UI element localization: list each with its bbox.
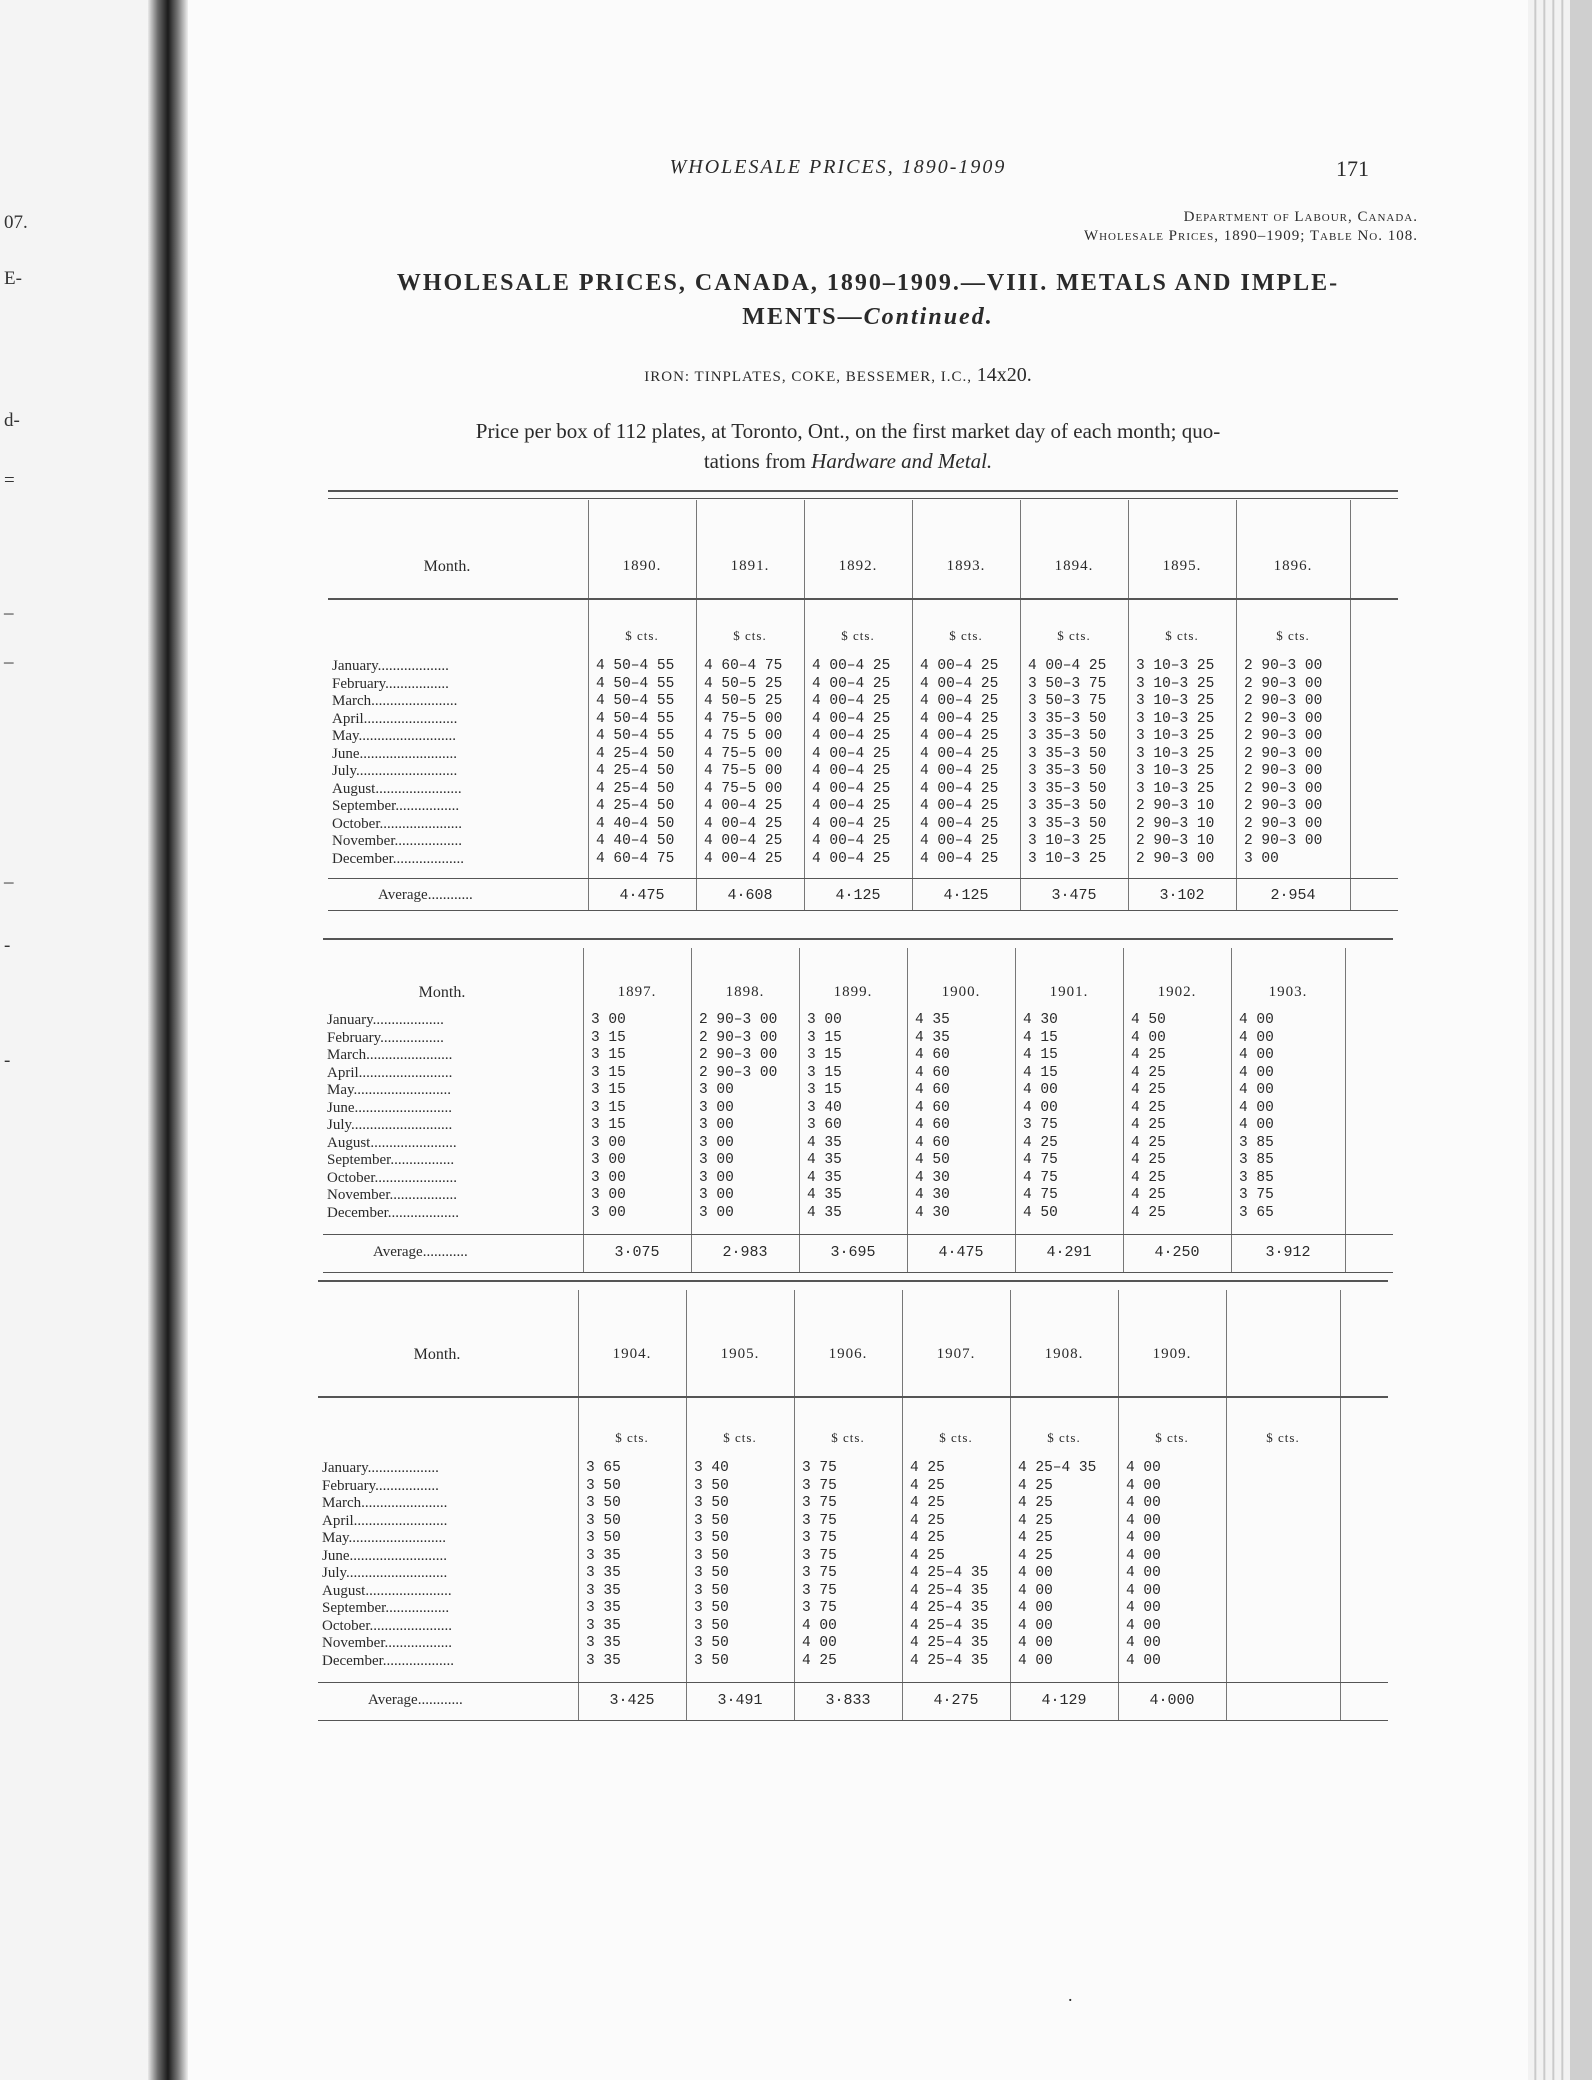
- table-bottom-rule: [323, 1272, 1393, 1273]
- year-header: 1899.: [833, 984, 873, 1000]
- year-header: 1900.: [941, 984, 981, 1000]
- price-column: 3 00 3 15 3 15 3 15 3 15 3 15 3 15 3 00 3 00 3 00 3 00 3 00: [591, 1012, 626, 1221]
- page-title: [318, 266, 1418, 334]
- commodity-subtitle: [188, 364, 1488, 387]
- unit-label: $ cts.: [1155, 1430, 1189, 1445]
- running-head: WHOLESALE PRICES, 1890-1909: [669, 156, 1007, 178]
- year-header: 1896.: [1273, 558, 1313, 574]
- desc-source: Hardware and Metal.: [811, 449, 993, 473]
- title-continued: Continued.: [863, 304, 994, 330]
- average-value: 4·129: [1041, 1692, 1087, 1709]
- average-value: 3·695: [830, 1244, 876, 1261]
- table-top-rule: [318, 1280, 1388, 1282]
- year-header: 1908.: [1044, 1346, 1084, 1362]
- average-value: 4·608: [727, 887, 773, 904]
- price-column: 4 25–4 35 4 25 4 25 4 25 4 25 4 25 4 00 4 00 4 00 4 00 4 00 4 00: [1018, 1460, 1097, 1669]
- facing-fragment: _: [4, 645, 14, 666]
- unit-label: $ cts.: [615, 1430, 649, 1445]
- table-bottom-rule: [328, 910, 1398, 911]
- commodity-size: 14x20.: [976, 364, 1032, 386]
- average-value: 3·833: [825, 1692, 871, 1709]
- average-value: 3·425: [609, 1692, 655, 1709]
- month-column-header: Month.: [423, 558, 471, 575]
- year-header: 1893.: [946, 558, 986, 574]
- body-rule: [328, 878, 1398, 879]
- unit-label: $ cts.: [1266, 1430, 1300, 1445]
- price-column: 4 35 4 35 4 60 4 60 4 60 4 60 4 60 4 60 4 50 4 30 4 30 4 30: [915, 1012, 950, 1221]
- unit-label: $ cts.: [1047, 1430, 1081, 1445]
- title-part: MENTS—: [742, 304, 864, 330]
- facing-fragment: -: [4, 1050, 11, 1071]
- average-value: 4·125: [835, 887, 881, 904]
- average-value: 2·954: [1270, 887, 1316, 904]
- facing-fragment: 07.: [4, 212, 28, 233]
- year-header: 1902.: [1157, 984, 1197, 1000]
- facing-fragment: E-: [4, 268, 22, 289]
- year-header: 1903.: [1268, 984, 1308, 1000]
- price-column: 3 40 3 50 3 50 3 50 3 50 3 50 3 50 3 50 3 50 3 50 3 50 3 50: [694, 1460, 729, 1669]
- unit-label: $ cts.: [1057, 628, 1091, 643]
- price-column: 4 00–4 25 4 00–4 25 4 00–4 25 4 00–4 25 4 00–4 25 4 00–4 25 4 00–4 25 4 00–4 25 4 00–4 25 4 00–4 25 4 00–4 25 4 00–4 25: [812, 658, 891, 867]
- price-column: 3 65 3 50 3 50 3 50 3 50 3 35 3 35 3 35 3 35 3 35 3 35 3 35: [586, 1460, 621, 1669]
- end-mark: .: [1068, 1985, 1073, 2005]
- book-gutter: [148, 0, 188, 2080]
- average-value: 4·275: [933, 1692, 979, 1709]
- page-number: 171: [1336, 156, 1369, 181]
- title-line: [318, 300, 1418, 334]
- dept-line: Wholesale Prices, 1890–1909; Table No. 108.: [1083, 228, 1418, 244]
- price-column: 3 00 3 15 3 15 3 15 3 15 3 40 3 60 4 35 4 35 4 35 4 35 4 35: [807, 1012, 842, 1221]
- average-value: 4·250: [1154, 1244, 1200, 1261]
- year-header: 1897.: [617, 984, 657, 1000]
- price-column: 3 75 3 75 3 75 3 75 3 75 3 75 3 75 3 75 3 75 4 00 4 00 4 25: [802, 1460, 837, 1669]
- year-header: 1905.: [720, 1346, 760, 1362]
- average-value: 3·912: [1265, 1244, 1311, 1261]
- table-description: [318, 416, 1378, 476]
- column-divider: [1340, 1290, 1341, 1720]
- column-divider: [1226, 1290, 1227, 1720]
- average-value: 4·475: [619, 887, 665, 904]
- desc-line: [318, 446, 1378, 476]
- average-value: 3·491: [717, 1692, 763, 1709]
- average-label: Average............: [368, 1692, 463, 1708]
- price-column: 4 25 4 25 4 25 4 25 4 25 4 25 4 25–4 35 4 25–4 35 4 25–4 35 4 25–4 35 4 25–4 35 4 25–4 35: [910, 1460, 989, 1669]
- year-header: 1895.: [1162, 558, 1202, 574]
- unit-label: $ cts.: [1165, 628, 1199, 643]
- desc-part: tations from: [703, 449, 812, 473]
- average-value: 3·075: [614, 1244, 660, 1261]
- price-column: 4 00 4 00 4 00 4 00 4 00 4 00 4 00 3 85 3 85 3 85 3 75 3 65: [1239, 1012, 1274, 1221]
- price-column: 2 90–3 00 2 90–3 00 2 90–3 00 2 90–3 00 3 00 3 00 3 00 3 00 3 00 3 00 3 00 3 00: [699, 1012, 778, 1221]
- average-value: 4·291: [1046, 1244, 1092, 1261]
- price-column: 4 00–4 25 3 50–3 75 3 50–3 75 3 35–3 50 3 35–3 50 3 35–3 50 3 35–3 50 3 35–3 50 3 35–3 50 3 35–3 50 3 10–3 25 3 10–3 25: [1028, 658, 1107, 867]
- year-header: 1890.: [622, 558, 662, 574]
- average-value: 3·102: [1159, 887, 1205, 904]
- price-column: 4 50–4 55 4 50–4 55 4 50–4 55 4 50–4 55 4 50–4 55 4 25–4 50 4 25–4 50 4 25–4 50 4 25–4 50 4 40–4 50 4 40–4 50 4 60–4 75: [596, 658, 675, 867]
- price-column: 4 60–4 75 4 50–5 25 4 50–5 25 4 75–5 00 4 75 5 00 4 75–5 00 4 75–5 00 4 75–5 00 4 00–4 25 4 00–4 25 4 00–4 25 4 00–4 25: [704, 658, 783, 867]
- year-header: 1904.: [612, 1346, 652, 1362]
- price-column: 4 50 4 00 4 25 4 25 4 25 4 25 4 25 4 25 4 25 4 25 4 25 4 25: [1131, 1012, 1166, 1221]
- title-line: WHOLESALE PRICES, CANADA, 1890–1909.—VIII. METALS AND IMPLE-: [396, 270, 1340, 296]
- average-value: 2·983: [722, 1244, 768, 1261]
- average-value: 4·475: [938, 1244, 984, 1261]
- month-column-header: Month.: [418, 984, 466, 1001]
- commodity-name: IRON: TINPLATES, COKE, BESSEMER, I.C.,: [644, 369, 972, 385]
- year-header: 1901.: [1049, 984, 1089, 1000]
- column-divider: [1350, 500, 1351, 910]
- unit-label: $ cts.: [1276, 628, 1310, 643]
- facing-fragment: =: [4, 470, 15, 491]
- price-column: 4 30 4 15 4 15 4 15 4 00 4 00 3 75 4 25 4 75 4 75 4 75 4 50: [1023, 1012, 1058, 1221]
- year-header: 1906.: [828, 1346, 868, 1362]
- table-bottom-rule: [318, 1720, 1388, 1721]
- unit-label: $ cts.: [949, 628, 983, 643]
- unit-label: $ cts.: [733, 628, 767, 643]
- header-rule: [318, 1396, 1388, 1398]
- year-header: 1892.: [838, 558, 878, 574]
- unit-label: $ cts.: [625, 628, 659, 643]
- year-header: 1891.: [730, 558, 770, 574]
- facing-fragment: _: [4, 865, 14, 886]
- department-reference: [1084, 208, 1418, 246]
- facing-page-edge: [0, 0, 148, 2080]
- table-top-rule-2: [328, 498, 1398, 499]
- average-value: 4·000: [1149, 1692, 1195, 1709]
- price-column: 3 10–3 25 3 10–3 25 3 10–3 25 3 10–3 25 3 10–3 25 3 10–3 25 3 10–3 25 3 10–3 25 2 90–3 10 2 90–3 10 2 90–3 10 2 90–3 00: [1136, 658, 1215, 867]
- unit-label: $ cts.: [939, 1430, 973, 1445]
- desc-line: Price per box of 112 plates, at Toronto, Ont., on the first market day of each month; quo-: [475, 419, 1221, 443]
- page-stack-edge: [1528, 0, 1592, 2080]
- header-rule: [328, 598, 1398, 600]
- average-label: Average............: [373, 1244, 468, 1260]
- unit-label: $ cts.: [723, 1430, 757, 1445]
- facing-fragment: -: [4, 935, 11, 956]
- year-header: 1909.: [1152, 1346, 1192, 1362]
- facing-fragment: d-: [4, 410, 20, 431]
- body-rule: [318, 1682, 1388, 1683]
- column-divider: [1345, 948, 1346, 1272]
- month-column-header: Month.: [413, 1346, 461, 1363]
- dept-line: Department of Labour, Canada.: [1183, 209, 1418, 225]
- month-labels: January................... February................. March....................... April......................... May.......................... June.......................... July........................... August....................... September................. October...................... November.................. December...................: [327, 1012, 460, 1221]
- year-header: 1894.: [1054, 558, 1094, 574]
- price-column: 2 90–3 00 2 90–3 00 2 90–3 00 2 90–3 00 2 90–3 00 2 90–3 00 2 90–3 00 2 90–3 00 2 90–3 00 2 90–3 00 2 90–3 00 3 00: [1244, 658, 1323, 867]
- year-header: 1898.: [725, 984, 765, 1000]
- month-labels: January................... February................. March....................... April......................... May.......................... June.......................... July........................... August....................... September................. October...................... November.................. December...................: [332, 658, 465, 867]
- price-column: 4 00 4 00 4 00 4 00 4 00 4 00 4 00 4 00 4 00 4 00 4 00 4 00: [1126, 1460, 1161, 1669]
- average-value: 4·125: [943, 887, 989, 904]
- table-top-rule: [328, 490, 1398, 492]
- price-column: 4 00–4 25 4 00–4 25 4 00–4 25 4 00–4 25 4 00–4 25 4 00–4 25 4 00–4 25 4 00–4 25 4 00–4 25 4 00–4 25 4 00–4 25 4 00–4 25: [920, 658, 999, 867]
- unit-label: $ cts.: [831, 1430, 865, 1445]
- year-header: 1907.: [936, 1346, 976, 1362]
- table-top-rule: [323, 938, 1393, 940]
- average-value: 3·475: [1051, 887, 1097, 904]
- document-page: [188, 0, 1528, 2080]
- unit-label: $ cts.: [841, 628, 875, 643]
- facing-fragment: _: [4, 596, 14, 617]
- body-rule: [323, 1234, 1393, 1235]
- average-label: Average............: [378, 887, 473, 903]
- month-labels: January................... February................. March....................... April......................... May.......................... June.......................... July........................... August....................... September................. October...................... November.................. December...................: [322, 1460, 455, 1669]
